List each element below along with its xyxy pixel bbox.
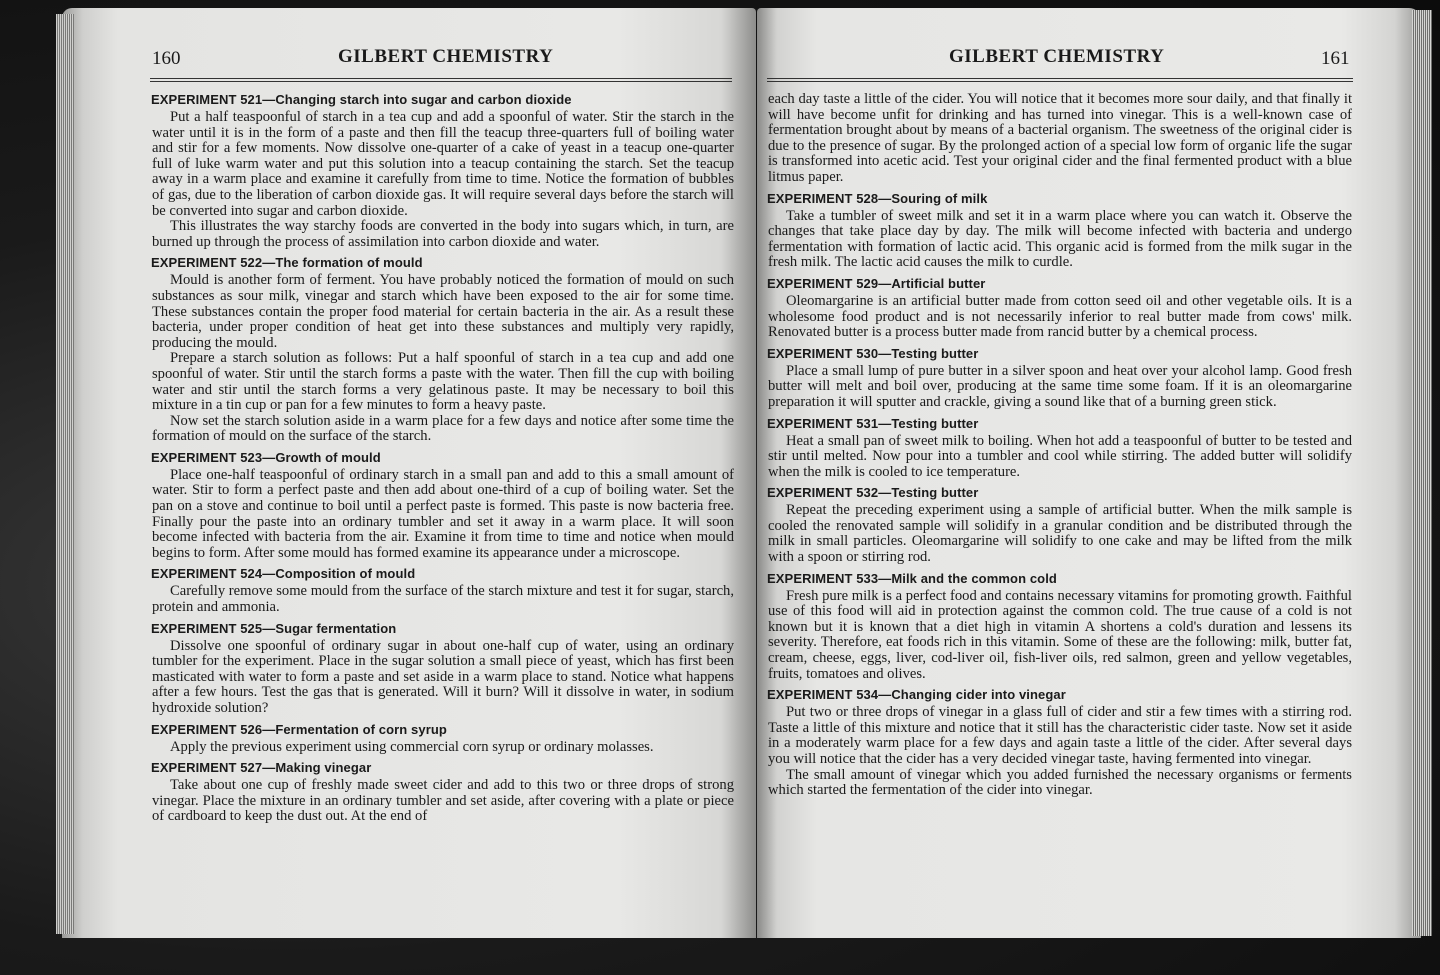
- paragraph: Put a half teaspoonful of starch in a tea cup and add a spoonful of water. Stir the starch in the water until it is in the form of a paste and then fill the teacup three-quarters full of boiling water and stir for a few moments. Now dissolve one-quarter of a cake of yeast in a teacup one-quarter full of luke warm water and put this solution into a teacup containing the starch. Set the teacup away in a warm place and examine it carefully from time to time. Notice the formation of bubbles of gas, due to the liberation of carbon dioxide gas. It will require several days before the starch will be converted into sugar and carbon dioxide.: [152, 109, 734, 219]
- experiment-533: [768, 571, 1352, 683]
- experiment-heading: EXPERIMENT 524—Composition of mould: [151, 566, 416, 582]
- experiment-heading: EXPERIMENT 521—Changing starch into sugar and carbon dioxide: [151, 92, 572, 107]
- experiment-heading: EXPERIMENT 528—Souring of milk: [767, 190, 988, 206]
- paragraph: Oleomargarine is an artificial butter made from cotton seed oil and other vegetable oils. It is a wholesome food product and is not necessarily inferior to real butter made from cows' milk. Renovated butter is a process butter made from rancid butter by a chemical process.: [768, 292, 1352, 341]
- paragraph: This illustrates the way starchy foods are converted in the body into sugars which, in turn, are burned up through the process of assimilation into carbon dioxide and water.: [152, 218, 734, 250]
- paragraph: Place one-half teaspoonful of ordinary starch in a small pan and add to this a small amount of water. Stir to form a perfect paste and then add about one-third of a cup of boiling water. Set the pan on a stove and continue to boil until a perfect paste is formed. This paste is now bacteria free. Finally pour the paste into an ordinary tumbler and set it away in a warm place. It will soon become infected with bacteria from the air. Examine it from time to time and notice when mould begins to form. After some mould has formed examine its appearance under a microscope.: [152, 466, 734, 561]
- experiment-526: [152, 722, 734, 756]
- experiment-heading: EXPERIMENT 525—Sugar fermentation: [151, 620, 397, 636]
- experiment-heading: EXPERIMENT 526—Fermentation of corn syrup: [151, 721, 447, 737]
- page-number: 161: [1321, 48, 1350, 69]
- experiment-521: [152, 92, 734, 250]
- left-page-edges: [56, 14, 74, 934]
- paragraph: Now set the starch solution aside in a warm place for a few days and notice after some time the formation of mould on the surface of the starch.: [152, 412, 734, 445]
- experiment-529: [768, 276, 1352, 341]
- left-page: [62, 8, 756, 938]
- experiment-522: [152, 255, 734, 445]
- paragraph: Put two or three drops of vinegar in a glass full of cider and stir a few times with a stirring rod. Taste a little of this mixture and notice that it still has the characteristic cider taste. Now set it aside in a moderately warm place for a few days and again taste a little of the cider. After several days you will notice that the cider has a very decided vinegar taste, having fermented into vinegar.: [768, 704, 1352, 767]
- continued-paragraph: each day taste a little of the cider. You will notice that it becomes more sour daily, and that finally it will have become unfit for drinking and has turned into vinegar. This is a well-known case of fermentation brought about by means of a bacterial organism. The sweetness of the original cider is due to the presence of sugar. By the prolonged action of a special low form of organic life the sugar is transformed into acetic acid. Test your original cider and the final fermented product with a blue litmus paper.: [768, 91, 1352, 185]
- paragraph: Dissolve one spoonful of ordinary sugar in about one-half cup of water, using an ordinary tumbler for the experiment. Place in the sugar solution a small piece of yeast, which has first been masticated with water to form a paste and set aside in a warm place to stand. Notice what happens after a few hours. Test the gas that is generated. Will it burn? Will it dissolve in water, in sodium hydroxide solution?: [152, 637, 734, 716]
- experiment-heading: EXPERIMENT 523—Growth of mould: [151, 449, 381, 465]
- experiment-528: [768, 191, 1352, 271]
- paragraph: Place a small lump of pure butter in a silver spoon and heat over your alcohol lamp. Good fresh butter will melt and boil over, producing at the same time some foam. If it is an oleomargarine preparation it will sputter and crackle, giving a sound like that of a burning green stick.: [768, 362, 1352, 410]
- experiment-525: [152, 621, 734, 717]
- experiment-532: [768, 485, 1352, 565]
- experiment-527: [152, 760, 734, 825]
- experiment-524: [152, 566, 734, 615]
- paragraph: Repeat the preceding experiment using a sample of artificial butter. When the milk sample is cooled the renovated sample will solidify in a granular condition and be distributed through the milk in small particles. Oleomargarine will solidify to one cake and may be lifted from the milk with a spoon or stirring rod.: [768, 502, 1352, 566]
- paragraph: Apply the previous experiment using commercial corn syrup or ordinary molasses.: [170, 738, 654, 755]
- paragraph: Take about one cup of freshly made sweet cider and add to this two or three drops of strong vinegar. Place the mixture in an ordinary tumbler and set aside, after covering with a plate or piece of cardboard to keep the dust out. At the end of: [152, 777, 734, 825]
- experiment-heading: EXPERIMENT 529—Artificial butter: [767, 275, 986, 291]
- left-page-header: [62, 46, 756, 76]
- header-rule: [767, 78, 1353, 82]
- experiment-heading: EXPERIMENT 522—The formation of mould: [151, 255, 423, 271]
- paragraph: Mould is another form of ferment. You have probably noticed the formation of mould on such substances as sour milk, vinegar and starch which have been exposed to the air for some time. These substances contain the proper food material for certain bacteria in the air. As a result these bacteria, under proper condition of heat get into these substances and multiply very rapidly, producing the mould.: [152, 272, 734, 351]
- experiment-523: [152, 450, 734, 562]
- paragraph: Prepare a starch solution as follows: Put a half spoonful of starch in a tea cup and add one spoonful of water. Stir until the starch forms a paste with the water. Then fill the cup with boiling water and stir until the starch forms a very gelatinous paste. It may be necessary to boil this mixture in a tin cup or pan for a few minutes to form a heavy paste.: [152, 350, 734, 414]
- experiment-heading: EXPERIMENT 530—Testing butter: [767, 345, 979, 361]
- running-head: GILBERT CHEMISTRY: [338, 46, 554, 67]
- paragraph: Carefully remove some mould from the surface of the starch mixture and test it for sugar, starch, protein and ammonia.: [152, 583, 734, 616]
- paragraph: Fresh pure milk is a perfect food and contains necessary vitamins for promoting growth. Faithful use of this food will aid in protection against the common cold. The true cause of a cold is not known but it is known that a diet high in vitamin A shortens a cold's duration and lessens its severity. Therefore, eat foods rich in this vitamin. Some of these are the following: milk, butter fat, cream, cheese, eggs, liver, cod-liver oil, fish-liver oils, red salmon, green and yellow vegetables, fruits, tomatoes and olives.: [768, 587, 1352, 682]
- paragraph: Heat a small pan of sweet milk to boiling. When hot add a teaspoonful of butter to be tested and stir until melted. Now pour into a tumbler and cool while stirring. The added butter will solidify when the milk is cooled to ice temperature.: [768, 432, 1352, 480]
- left-text-column: [152, 92, 734, 825]
- right-page: [757, 8, 1421, 938]
- page-number: 160: [152, 48, 181, 69]
- right-page-edges: [1412, 10, 1432, 936]
- right-page-header: [757, 46, 1421, 76]
- running-head: GILBERT CHEMISTRY: [949, 46, 1165, 67]
- experiment-530: [768, 346, 1352, 411]
- experiment-531: [768, 416, 1352, 481]
- experiment-heading: EXPERIMENT 527—Making vinegar: [151, 760, 372, 776]
- experiment-heading: EXPERIMENT 532—Testing butter: [767, 485, 979, 501]
- experiment-heading: EXPERIMENT 531—Testing butter: [767, 415, 979, 431]
- experiment-534: [768, 687, 1352, 799]
- header-rule: [150, 78, 732, 82]
- paragraph: Take a tumbler of sweet milk and set it in a warm place where you can watch it. Observe the changes that take place day by day. The milk will become infected with bacteria and undergo fermentation with formation of lactic acid. This organic acid is formed from the milk sugar in the fresh milk. The lactic acid causes the milk to curdle.: [768, 207, 1352, 271]
- paragraph: The small amount of vinegar which you added furnished the necessary organisms or ferments which started the fermentation of the cider into vinegar.: [768, 766, 1352, 799]
- experiment-heading: EXPERIMENT 533—Milk and the common cold: [767, 570, 1057, 586]
- right-text-column: [768, 92, 1352, 799]
- experiment-heading: EXPERIMENT 534—Changing cider into vinegar: [767, 687, 1066, 703]
